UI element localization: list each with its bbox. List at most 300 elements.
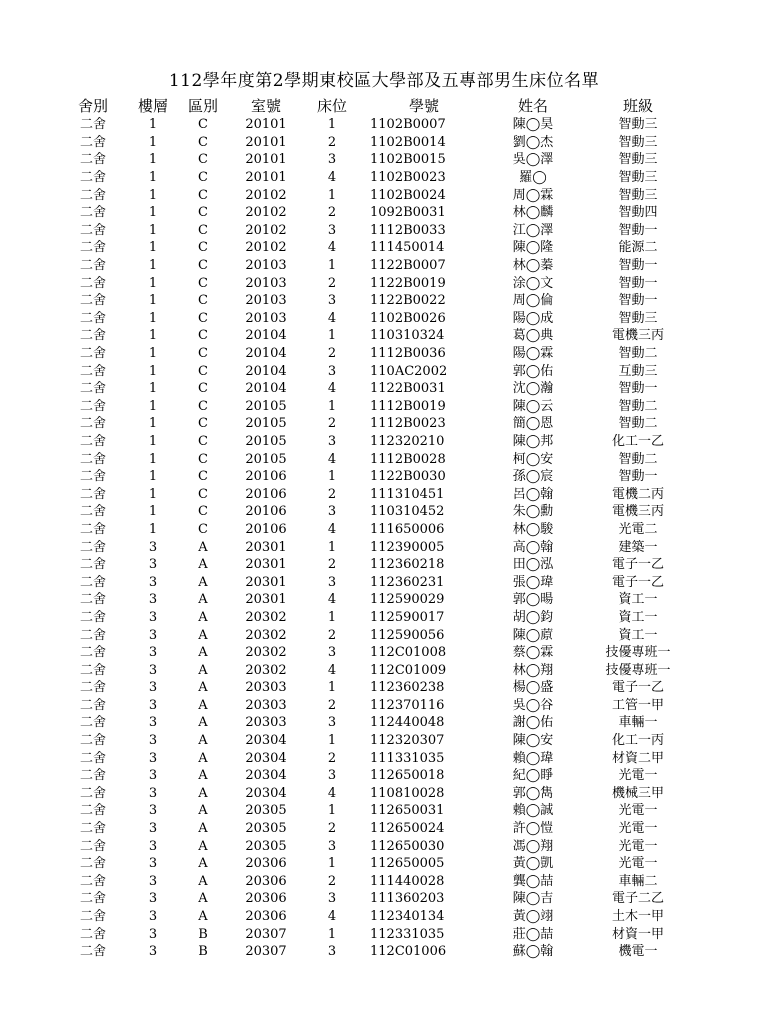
name-cell: 陽◯霖 bbox=[512, 346, 554, 362]
room-cell: 20103 bbox=[245, 275, 287, 291]
bed-cell: 2 bbox=[327, 627, 337, 643]
name-cell: 劉◯杰 bbox=[512, 134, 554, 150]
class-cell: 材資一甲 bbox=[611, 926, 664, 942]
room-header: 室號 bbox=[250, 97, 281, 115]
room-cell: 20307 bbox=[245, 926, 287, 942]
zone-cell: C bbox=[198, 275, 208, 291]
zone-cell: A bbox=[198, 697, 208, 713]
class-cell: 電機三丙 bbox=[611, 504, 664, 520]
bed-cell: 1 bbox=[327, 609, 337, 625]
bed-cell: 1 bbox=[327, 856, 337, 872]
room-cell: 20306 bbox=[245, 909, 287, 925]
table-row bbox=[58, 943, 698, 961]
room-cell: 20102 bbox=[245, 187, 287, 203]
bed-assignment-table bbox=[58, 92, 698, 961]
zone-cell: C bbox=[198, 521, 208, 537]
floor-cell: 1 bbox=[148, 117, 158, 133]
dorm-cell: 二舍 bbox=[79, 469, 106, 485]
dorm-cell: 二舍 bbox=[79, 521, 106, 537]
bed-cell: 1 bbox=[327, 187, 337, 203]
dorm-cell: 二舍 bbox=[79, 539, 106, 555]
class-cell: 化工一丙 bbox=[611, 733, 664, 749]
name-cell: 陳◯吉 bbox=[512, 891, 554, 907]
zone-cell: C bbox=[198, 451, 208, 467]
room-cell: 20103 bbox=[245, 258, 287, 274]
dorm-cell: 二舍 bbox=[79, 451, 106, 467]
zone-cell: A bbox=[198, 627, 208, 643]
bed-cell: 3 bbox=[327, 574, 337, 590]
bed-cell: 4 bbox=[327, 451, 337, 467]
zone-cell: C bbox=[198, 504, 208, 520]
floor-cell: 1 bbox=[148, 222, 158, 238]
floor-cell: 3 bbox=[148, 873, 158, 889]
class-cell: 化工一乙 bbox=[611, 433, 664, 449]
floor-cell: 1 bbox=[148, 504, 158, 520]
class-cell: 智動一 bbox=[618, 469, 658, 485]
bed-cell: 3 bbox=[327, 838, 337, 854]
table-row bbox=[58, 591, 698, 609]
zone-cell: A bbox=[198, 856, 208, 872]
student-id-cell: 112650031 bbox=[370, 803, 445, 819]
bed-cell: 1 bbox=[327, 328, 337, 344]
student-id-cell: 112590029 bbox=[370, 592, 445, 608]
student-id-cell: 1102B0007 bbox=[370, 117, 446, 133]
name-cell: 郭◯暘 bbox=[512, 592, 554, 608]
room-cell: 20303 bbox=[245, 715, 287, 731]
room-cell: 20301 bbox=[245, 539, 287, 555]
student-id-cell: 112650005 bbox=[370, 856, 445, 872]
name-cell: 田◯泓 bbox=[512, 557, 554, 573]
bed-cell: 2 bbox=[327, 134, 337, 150]
room-cell: 20104 bbox=[245, 328, 287, 344]
bed-cell: 4 bbox=[327, 592, 337, 608]
name-header: 姓名 bbox=[517, 97, 548, 115]
table-row bbox=[58, 855, 698, 873]
table-row bbox=[58, 714, 698, 732]
student-id-cell: 112331035 bbox=[370, 926, 445, 942]
dorm-cell: 二舍 bbox=[79, 170, 106, 186]
dorm-cell: 二舍 bbox=[79, 134, 106, 150]
floor-cell: 3 bbox=[148, 838, 158, 854]
class-cell: 智動三 bbox=[618, 187, 658, 203]
student-id-cell: 1122B0030 bbox=[370, 469, 446, 485]
floor-cell: 3 bbox=[148, 750, 158, 766]
table-row bbox=[58, 415, 698, 433]
class-cell: 智動二 bbox=[618, 451, 658, 467]
name-cell: 葛◯典 bbox=[512, 328, 554, 344]
table-row bbox=[58, 450, 698, 468]
floor-cell: 1 bbox=[148, 258, 158, 274]
table-row bbox=[58, 749, 698, 767]
floor-cell: 1 bbox=[148, 486, 158, 502]
room-cell: 20303 bbox=[245, 680, 287, 696]
table-row bbox=[58, 485, 698, 503]
dorm-cell: 二舍 bbox=[79, 715, 106, 731]
student-id-cell: 112650030 bbox=[370, 838, 445, 854]
class-cell: 智動一 bbox=[618, 293, 658, 309]
class-cell: 電機三丙 bbox=[611, 328, 664, 344]
zone-cell: A bbox=[198, 574, 208, 590]
dorm-cell: 二舍 bbox=[79, 873, 106, 889]
table-row bbox=[58, 873, 698, 891]
floor-cell: 1 bbox=[148, 293, 158, 309]
zone-cell: B bbox=[198, 926, 208, 942]
name-cell: 陳◯蒝 bbox=[512, 627, 554, 643]
table-row bbox=[58, 222, 698, 240]
name-cell: 簡◯恩 bbox=[512, 416, 554, 432]
zone-cell: C bbox=[198, 187, 208, 203]
dorm-cell: 二舍 bbox=[79, 275, 106, 291]
class-cell: 技優專班一 bbox=[605, 645, 671, 661]
student-id-cell: 112C01008 bbox=[370, 645, 447, 661]
table-row bbox=[58, 292, 698, 310]
zone-cell: C bbox=[198, 486, 208, 502]
dorm-cell: 二舍 bbox=[79, 592, 106, 608]
class-cell: 智動三 bbox=[618, 170, 658, 186]
dorm-cell: 二舍 bbox=[79, 909, 106, 925]
table-row bbox=[58, 890, 698, 908]
class-cell: 電子二乙 bbox=[611, 891, 664, 907]
name-cell: 蘇◯翰 bbox=[512, 944, 554, 960]
room-cell: 20104 bbox=[245, 363, 287, 379]
name-cell: 羅◯ bbox=[519, 170, 547, 186]
student-id-cell: 112360231 bbox=[370, 574, 445, 590]
class-cell: 資工一 bbox=[618, 592, 658, 608]
student-id-cell: 112650024 bbox=[370, 821, 445, 837]
class-cell: 互動三 bbox=[618, 363, 658, 379]
table-row bbox=[58, 679, 698, 697]
room-cell: 20306 bbox=[245, 873, 287, 889]
floor-cell: 3 bbox=[148, 592, 158, 608]
table-row bbox=[58, 925, 698, 943]
zone-cell: C bbox=[198, 363, 208, 379]
page-title: 112學年度第2學期東校區大學部及五專部男生床位名單 bbox=[168, 71, 600, 91]
class-cell: 光電一 bbox=[618, 856, 658, 872]
table-row bbox=[58, 802, 698, 820]
zone-cell: C bbox=[198, 240, 208, 256]
zone-cell: C bbox=[198, 134, 208, 150]
room-cell: 20101 bbox=[245, 134, 287, 150]
room-cell: 20102 bbox=[245, 205, 287, 221]
bed-cell: 2 bbox=[327, 416, 337, 432]
table-row bbox=[58, 362, 698, 380]
class-cell: 光電一 bbox=[618, 768, 658, 784]
dorm-cell: 二舍 bbox=[79, 346, 106, 362]
table-row bbox=[58, 310, 698, 328]
dorm-cell: 二舍 bbox=[79, 856, 106, 872]
dorm-cell: 二舍 bbox=[79, 733, 106, 749]
bed-cell: 2 bbox=[327, 821, 337, 837]
class-cell: 土木一甲 bbox=[611, 909, 664, 925]
table-row bbox=[58, 820, 698, 838]
zone-cell: A bbox=[198, 803, 208, 819]
floor-cell: 3 bbox=[148, 697, 158, 713]
class-cell: 建築一 bbox=[618, 539, 658, 555]
name-cell: 吳◯谷 bbox=[512, 697, 554, 713]
student-id-cell: 112590017 bbox=[370, 609, 445, 625]
floor-cell: 3 bbox=[148, 557, 158, 573]
table-row bbox=[58, 398, 698, 416]
room-cell: 20106 bbox=[245, 469, 287, 485]
floor-cell: 3 bbox=[148, 926, 158, 942]
table-row bbox=[58, 468, 698, 486]
zone-cell: A bbox=[198, 838, 208, 854]
room-cell: 20306 bbox=[245, 891, 287, 907]
name-cell: 賴◯瑋 bbox=[512, 750, 554, 766]
class-cell: 技優專班一 bbox=[605, 662, 671, 678]
bed-cell: 4 bbox=[327, 310, 337, 326]
student-id-cell: 1102B0014 bbox=[370, 134, 446, 150]
dorm-cell: 二舍 bbox=[79, 240, 106, 256]
room-cell: 20304 bbox=[245, 733, 287, 749]
dorm-cell: 二舍 bbox=[79, 926, 106, 942]
student-id-cell: 1112B0023 bbox=[370, 416, 446, 432]
student-id-cell: 1122B0019 bbox=[370, 275, 446, 291]
bed-cell: 1 bbox=[327, 117, 337, 133]
name-cell: 陽◯成 bbox=[512, 310, 554, 326]
table-header-row bbox=[58, 92, 698, 116]
name-cell: 許◯愷 bbox=[512, 821, 554, 837]
student-id-cell: 112C01009 bbox=[370, 662, 447, 678]
dorm-cell: 二舍 bbox=[79, 310, 106, 326]
room-cell: 20105 bbox=[245, 398, 287, 414]
floor-cell: 3 bbox=[148, 662, 158, 678]
table-row bbox=[58, 538, 698, 556]
class-cell: 能源二 bbox=[618, 240, 658, 256]
bed-cell: 1 bbox=[327, 539, 337, 555]
name-cell: 郭◯雋 bbox=[512, 785, 554, 801]
name-cell: 朱◯勳 bbox=[512, 504, 554, 520]
room-cell: 20103 bbox=[245, 293, 287, 309]
table-row bbox=[58, 257, 698, 275]
dorm-cell: 二舍 bbox=[79, 433, 106, 449]
dorm-cell: 二舍 bbox=[79, 680, 106, 696]
student-id-cell: 1102B0015 bbox=[370, 152, 446, 168]
floor-cell: 1 bbox=[148, 205, 158, 221]
dorm-cell: 二舍 bbox=[79, 363, 106, 379]
bed-cell: 1 bbox=[327, 469, 337, 485]
student-id-cell: 110310452 bbox=[370, 504, 445, 520]
dorm-cell: 二舍 bbox=[79, 398, 106, 414]
name-cell: 蔡◯霖 bbox=[512, 645, 554, 661]
table-row bbox=[58, 169, 698, 187]
bed-cell: 2 bbox=[327, 557, 337, 573]
student-id-header: 學號 bbox=[408, 97, 439, 115]
name-cell: 陳◯云 bbox=[512, 398, 554, 414]
zone-cell: A bbox=[198, 557, 208, 573]
bed-cell: 2 bbox=[327, 750, 337, 766]
zone-cell: C bbox=[198, 346, 208, 362]
zone-cell: A bbox=[198, 891, 208, 907]
floor-cell: 3 bbox=[148, 856, 158, 872]
floor-cell: 1 bbox=[148, 170, 158, 186]
class-cell: 智動三 bbox=[618, 134, 658, 150]
room-cell: 20302 bbox=[245, 609, 287, 625]
name-cell: 陳◯昊 bbox=[512, 117, 554, 133]
student-id-cell: 112590056 bbox=[370, 627, 445, 643]
table-row bbox=[58, 573, 698, 591]
bed-cell: 4 bbox=[327, 170, 337, 186]
bed-cell: 2 bbox=[327, 486, 337, 502]
student-id-cell: 111360203 bbox=[370, 891, 445, 907]
bed-cell: 3 bbox=[327, 152, 337, 168]
zone-cell: A bbox=[198, 609, 208, 625]
zone-cell: A bbox=[198, 873, 208, 889]
zone-cell: A bbox=[198, 539, 208, 555]
floor-cell: 1 bbox=[148, 398, 158, 414]
bed-cell: 4 bbox=[327, 521, 337, 537]
bed-cell: 3 bbox=[327, 433, 337, 449]
floor-cell: 1 bbox=[148, 451, 158, 467]
dorm-cell: 二舍 bbox=[79, 627, 106, 643]
bed-cell: 3 bbox=[327, 768, 337, 784]
class-cell: 電子一乙 bbox=[611, 574, 664, 590]
floor-cell: 1 bbox=[148, 328, 158, 344]
name-cell: 賴◯誠 bbox=[512, 803, 554, 819]
dorm-cell: 二舍 bbox=[79, 662, 106, 678]
bed-cell: 3 bbox=[327, 363, 337, 379]
bed-header: 床位 bbox=[316, 97, 347, 115]
student-id-cell: 1112B0028 bbox=[370, 451, 446, 467]
zone-cell: C bbox=[198, 117, 208, 133]
zone-cell: A bbox=[198, 715, 208, 731]
name-cell: 林◯翔 bbox=[512, 662, 554, 678]
student-id-cell: 111450014 bbox=[370, 240, 445, 256]
name-cell: 張◯瑋 bbox=[512, 574, 554, 590]
class-cell: 電子一乙 bbox=[611, 680, 664, 696]
student-id-cell: 1102B0024 bbox=[370, 187, 446, 203]
room-cell: 20105 bbox=[245, 451, 287, 467]
room-cell: 20305 bbox=[245, 803, 287, 819]
room-cell: 20302 bbox=[245, 645, 287, 661]
room-cell: 20102 bbox=[245, 240, 287, 256]
floor-cell: 1 bbox=[148, 134, 158, 150]
room-cell: 20101 bbox=[245, 170, 287, 186]
bed-cell: 3 bbox=[327, 891, 337, 907]
name-cell: 楊◯盛 bbox=[512, 680, 554, 696]
room-cell: 20102 bbox=[245, 222, 287, 238]
name-cell: 陳◯邦 bbox=[512, 433, 554, 449]
student-id-cell: 1122B0031 bbox=[370, 381, 446, 397]
student-id-cell: 112650018 bbox=[370, 768, 445, 784]
room-cell: 20106 bbox=[245, 486, 287, 502]
name-cell: 胡◯鈞 bbox=[512, 609, 554, 625]
floor-cell: 1 bbox=[148, 240, 158, 256]
room-cell: 20305 bbox=[245, 838, 287, 854]
class-cell: 智動四 bbox=[618, 205, 658, 221]
zone-cell: C bbox=[198, 433, 208, 449]
zone-cell: B bbox=[198, 944, 208, 960]
name-cell: 郭◯佑 bbox=[512, 363, 554, 379]
dorm-cell: 二舍 bbox=[79, 117, 106, 133]
class-cell: 機電一 bbox=[618, 944, 658, 960]
table-row bbox=[58, 697, 698, 715]
table-row bbox=[58, 556, 698, 574]
dorm-cell: 二舍 bbox=[79, 891, 106, 907]
student-id-cell: 110310324 bbox=[370, 328, 445, 344]
floor-cell: 1 bbox=[148, 381, 158, 397]
name-cell: 柯◯安 bbox=[512, 451, 554, 467]
table-row bbox=[58, 327, 698, 345]
bed-cell: 1 bbox=[327, 926, 337, 942]
dorm-cell: 二舍 bbox=[79, 187, 106, 203]
bed-cell: 3 bbox=[327, 645, 337, 661]
bed-cell: 2 bbox=[327, 873, 337, 889]
dorm-cell: 二舍 bbox=[79, 258, 106, 274]
dorm-cell: 二舍 bbox=[79, 328, 106, 344]
student-id-cell: 1112B0033 bbox=[370, 222, 446, 238]
zone-cell: C bbox=[198, 152, 208, 168]
bed-cell: 4 bbox=[327, 662, 337, 678]
bed-cell: 3 bbox=[327, 944, 337, 960]
student-id-cell: 1102B0026 bbox=[370, 310, 446, 326]
room-cell: 20106 bbox=[245, 504, 287, 520]
class-cell: 資工一 bbox=[618, 627, 658, 643]
dorm-cell: 二舍 bbox=[79, 821, 106, 837]
class-cell: 光電二 bbox=[618, 521, 658, 537]
student-id-cell: 1102B0023 bbox=[370, 170, 446, 186]
dorm-cell: 二舍 bbox=[79, 205, 106, 221]
table-row bbox=[58, 151, 698, 169]
student-id-cell: 110AC2002 bbox=[370, 363, 448, 379]
student-id-cell: 1122B0007 bbox=[370, 258, 446, 274]
zone-cell: C bbox=[198, 328, 208, 344]
class-cell: 智動一 bbox=[618, 275, 658, 291]
student-id-cell: 112390005 bbox=[370, 539, 445, 555]
table-row bbox=[58, 503, 698, 521]
class-cell: 智動一 bbox=[618, 381, 658, 397]
zone-cell: A bbox=[198, 821, 208, 837]
bed-cell: 3 bbox=[327, 293, 337, 309]
name-cell: 江◯澤 bbox=[512, 222, 554, 238]
name-cell: 呂◯翰 bbox=[512, 486, 554, 502]
floor-cell: 1 bbox=[148, 152, 158, 168]
class-cell: 光電一 bbox=[618, 821, 658, 837]
student-id-cell: 111650006 bbox=[370, 521, 445, 537]
floor-cell: 3 bbox=[148, 715, 158, 731]
name-cell: 馮◯翔 bbox=[512, 838, 554, 854]
class-cell: 智動二 bbox=[618, 398, 658, 414]
room-cell: 20303 bbox=[245, 697, 287, 713]
table-row bbox=[58, 186, 698, 204]
dorm-header: 舍別 bbox=[77, 97, 108, 115]
class-cell: 資工一 bbox=[618, 609, 658, 625]
table-row bbox=[58, 626, 698, 644]
dorm-cell: 二舍 bbox=[79, 750, 106, 766]
student-id-cell: 111310451 bbox=[370, 486, 445, 502]
table-row bbox=[58, 767, 698, 785]
floor-cell: 1 bbox=[148, 521, 158, 537]
room-cell: 20302 bbox=[245, 627, 287, 643]
room-cell: 20105 bbox=[245, 416, 287, 432]
name-cell: 黃◯翊 bbox=[512, 909, 554, 925]
name-cell: 林◯麟 bbox=[512, 205, 554, 221]
floor-cell: 3 bbox=[148, 733, 158, 749]
name-cell: 龔◯喆 bbox=[512, 873, 554, 889]
student-id-cell: 112C01006 bbox=[370, 944, 447, 960]
bed-cell: 1 bbox=[327, 803, 337, 819]
name-cell: 陳◯安 bbox=[512, 733, 554, 749]
student-id-cell: 1112B0019 bbox=[370, 398, 446, 414]
class-cell: 光電一 bbox=[618, 838, 658, 854]
name-cell: 沈◯瀚 bbox=[512, 381, 554, 397]
floor-cell: 1 bbox=[148, 275, 158, 291]
zone-cell: A bbox=[198, 768, 208, 784]
student-id-cell: 112360218 bbox=[370, 557, 445, 573]
class-cell: 智動三 bbox=[618, 152, 658, 168]
zone-cell: C bbox=[198, 469, 208, 485]
student-id-cell: 112320307 bbox=[370, 733, 445, 749]
